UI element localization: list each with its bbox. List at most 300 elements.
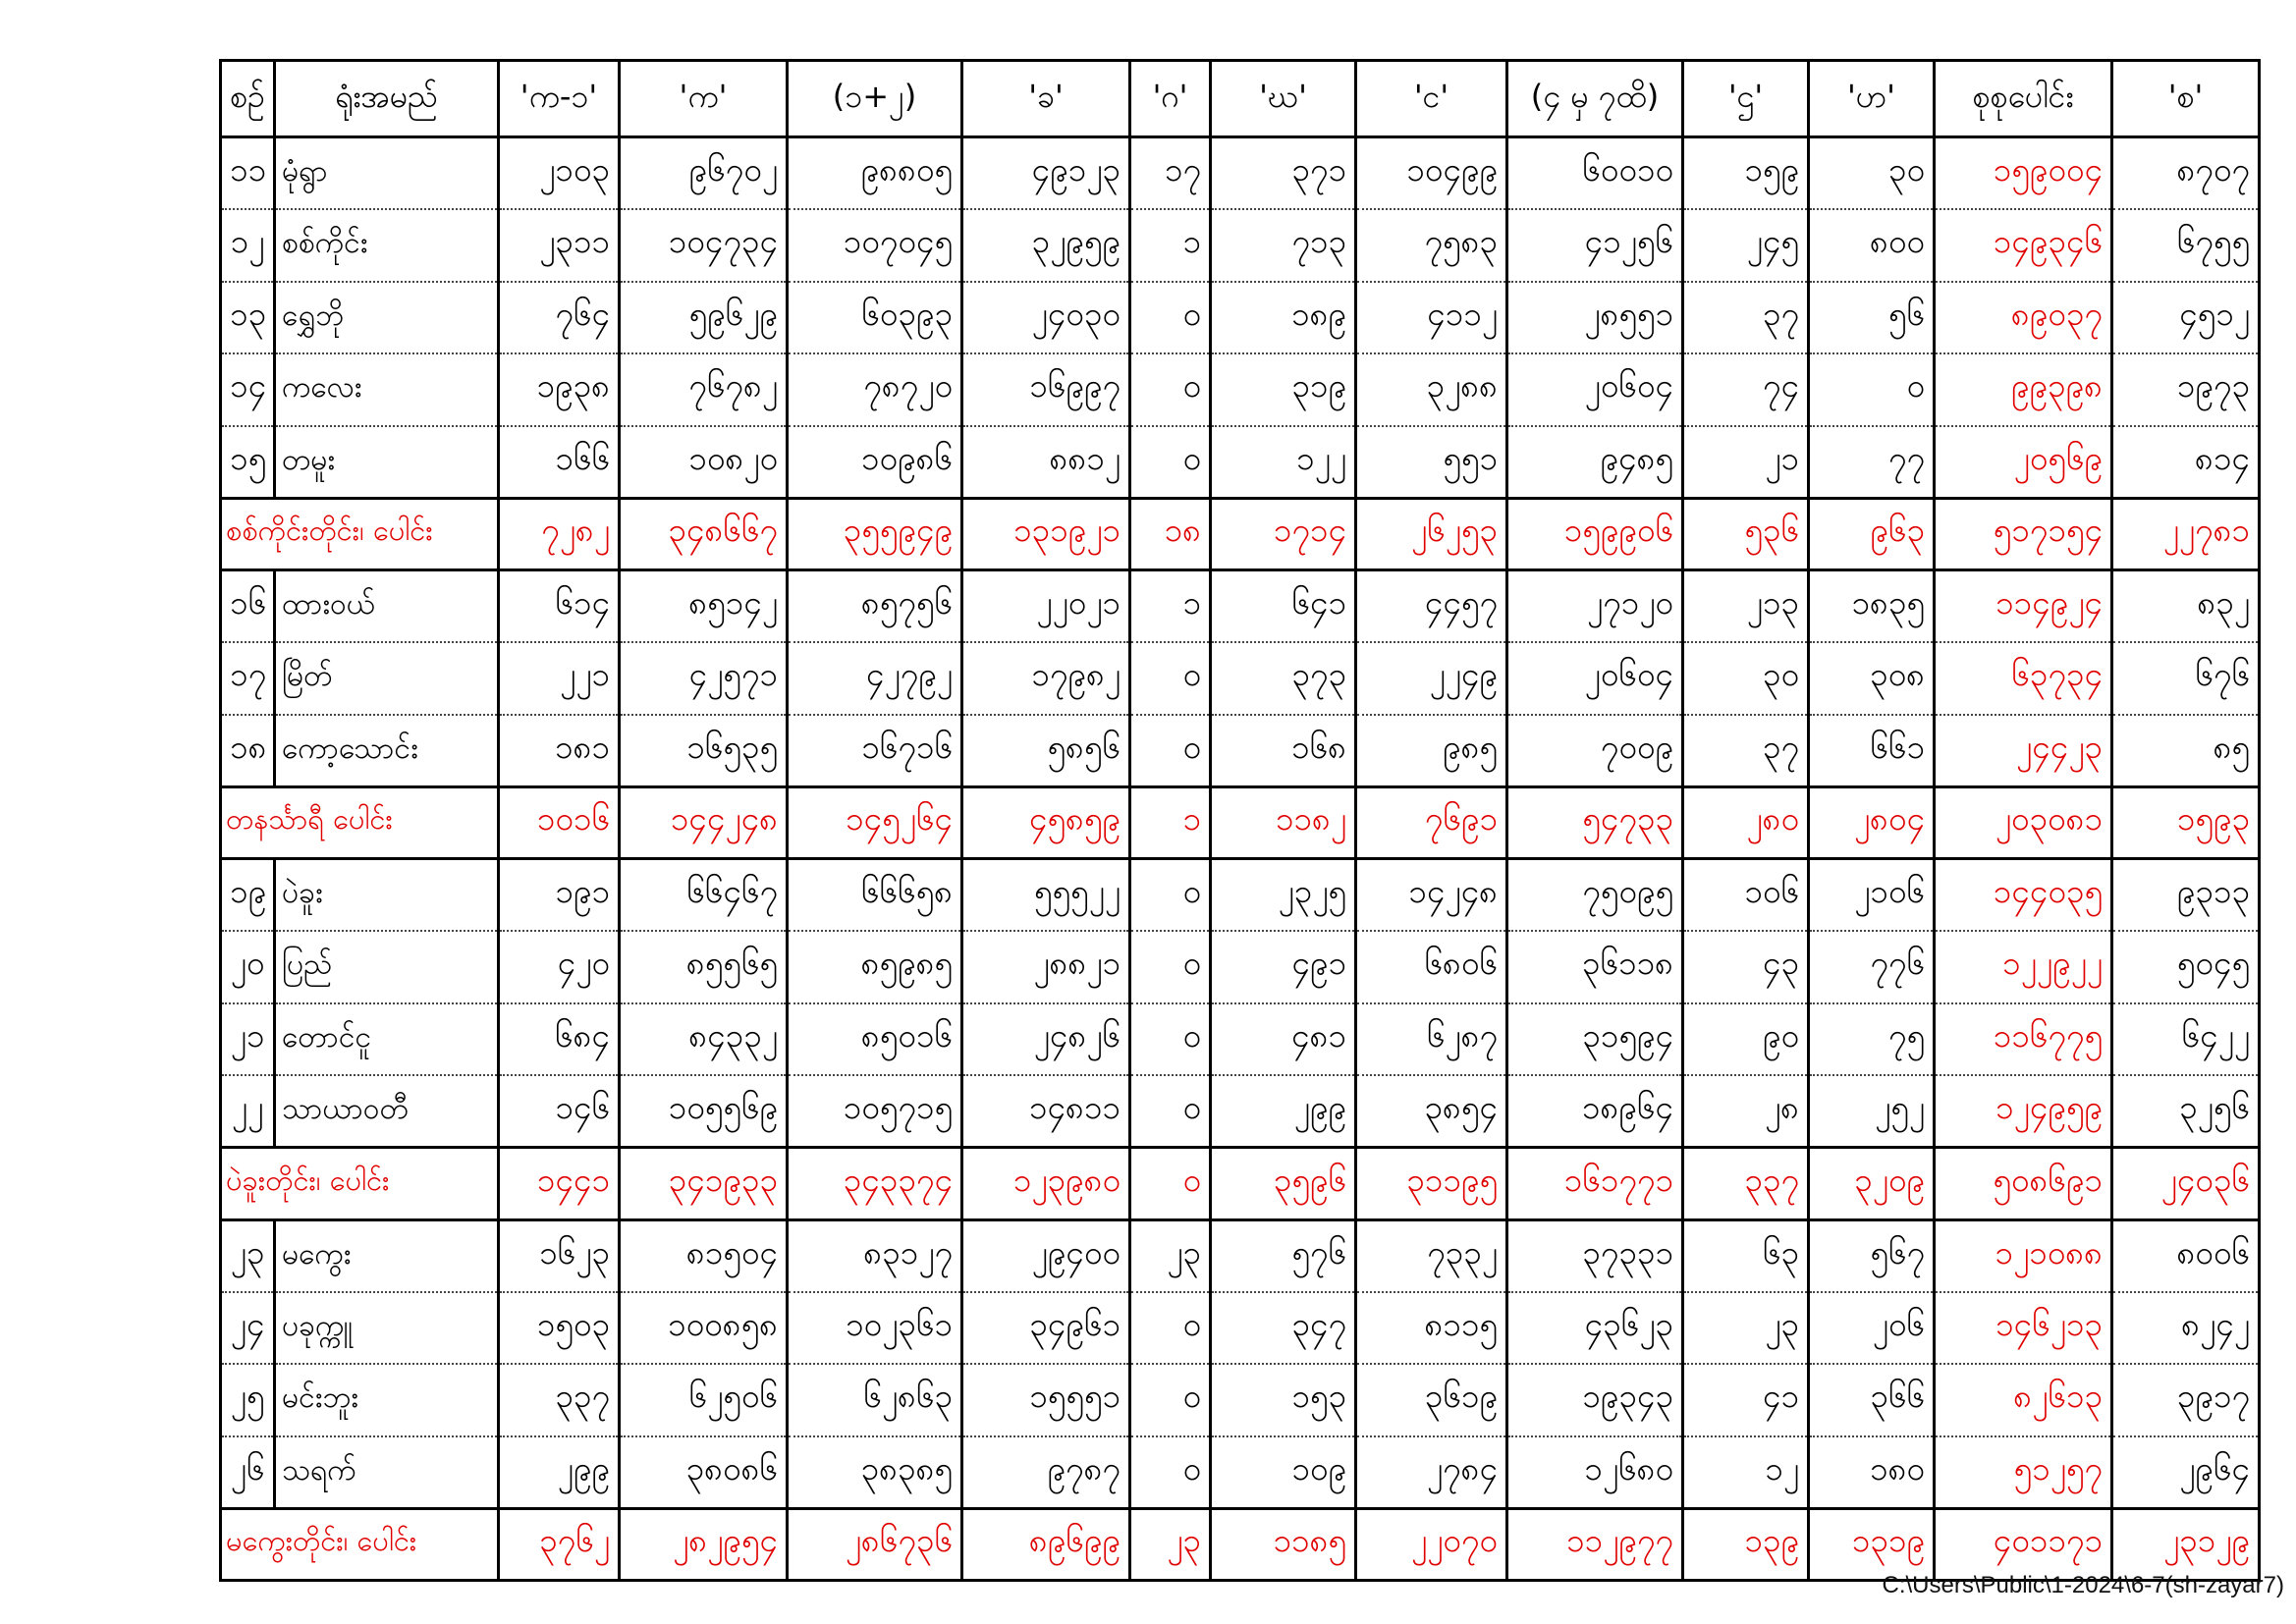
value-cell: ၈၁၅၀၄ bbox=[620, 1219, 788, 1292]
office-name-cell: ကော့သောင်း bbox=[275, 715, 499, 787]
value-cell: ၆၁၄ bbox=[499, 570, 620, 643]
column-header: 'စ' bbox=[2112, 61, 2260, 137]
value-cell: ၆၃ bbox=[1683, 1219, 1809, 1292]
value-cell: ၃၀ bbox=[1683, 642, 1809, 715]
value-cell: ၃၄၃၃၇၄ bbox=[788, 1148, 962, 1220]
value-cell: ၁၀၀၈၅၈ bbox=[620, 1292, 788, 1365]
value-cell: ၁၆၉၉၇ bbox=[962, 353, 1130, 426]
value-cell: ၅၇၆ bbox=[1211, 1219, 1356, 1292]
value-cell: ၆၂၈၇ bbox=[1356, 1003, 1507, 1076]
serial-number-cell: ၂၂ bbox=[221, 1075, 275, 1148]
value-cell: ၁၇ bbox=[1130, 137, 1211, 210]
value-cell: ၃၅၅၉၄၉ bbox=[788, 498, 962, 570]
value-cell: ၁၄၂၄၈ bbox=[1356, 859, 1507, 932]
value-cell: ၈၉၆၉၉ bbox=[962, 1508, 1130, 1581]
total-value-cell: ၈၉၀၃၇ bbox=[1935, 282, 2112, 354]
office-name-cell: စစ်ကိုင်း bbox=[275, 209, 499, 282]
value-cell: ၃၃၇ bbox=[1683, 1148, 1809, 1220]
value-cell: ၂၁၀၃ bbox=[499, 137, 620, 210]
column-header: 'ဂ' bbox=[1130, 61, 1211, 137]
value-cell: ၄၅၁၂ bbox=[2112, 282, 2260, 354]
value-cell: ၀ bbox=[1130, 353, 1211, 426]
value-cell: ၃၆၆ bbox=[1809, 1364, 1935, 1436]
value-cell: ၃၆၁၉ bbox=[1356, 1364, 1507, 1436]
value-cell: ၂၉၄၀၀ bbox=[962, 1219, 1130, 1292]
value-cell: ၈၅ bbox=[2112, 715, 2260, 787]
column-header: 'ဃ' bbox=[1211, 61, 1356, 137]
value-cell: ၁၂ bbox=[1683, 1436, 1809, 1509]
total-value-cell: ၆၃၇၃၄ bbox=[1935, 642, 2112, 715]
total-value-cell: ၄၀၁၁၇၁ bbox=[1935, 1508, 2112, 1581]
value-cell: ၁၀၄၉၉ bbox=[1356, 137, 1507, 210]
total-value-cell: ၁၄၆၂၁၃ bbox=[1935, 1292, 2112, 1365]
value-cell: ၁၅၉ bbox=[1683, 137, 1809, 210]
value-cell: ၃၃၇ bbox=[499, 1364, 620, 1436]
column-header: စဉ် bbox=[221, 61, 275, 137]
value-cell: ၄၁၁၂ bbox=[1356, 282, 1507, 354]
value-cell: ၄၂၀ bbox=[499, 931, 620, 1003]
value-cell: ၇၆၉၁ bbox=[1356, 786, 1507, 859]
serial-number-cell: ၁၂ bbox=[221, 209, 275, 282]
table-body bbox=[221, 137, 2260, 1581]
value-cell: ၆၄၁ bbox=[1211, 570, 1356, 643]
total-value-cell: ၁၂၄၉၅၉ bbox=[1935, 1075, 2112, 1148]
serial-number-cell: ၁၆ bbox=[221, 570, 275, 643]
column-header: (၄ မှ ၇ထိ) bbox=[1507, 61, 1683, 137]
value-cell: ၂၃ bbox=[1130, 1508, 1211, 1581]
value-cell: ၄၄၅၇ bbox=[1356, 570, 1507, 643]
serial-number-cell: ၂၁ bbox=[221, 1003, 275, 1076]
value-cell: ၂၉၉ bbox=[499, 1436, 620, 1509]
value-cell: ၂၇၈၄ bbox=[1356, 1436, 1507, 1509]
value-cell: ၅၆၇ bbox=[1809, 1219, 1935, 1292]
value-cell: ၇၅၈၃ bbox=[1356, 209, 1507, 282]
value-cell: ၂၀၆ bbox=[1809, 1292, 1935, 1365]
column-header: 'က' bbox=[620, 61, 788, 137]
table-row bbox=[221, 1003, 2260, 1076]
office-name-cell: ပခုက္ကူ bbox=[275, 1292, 499, 1365]
value-cell: ၃၄၁၉၃၃ bbox=[620, 1148, 788, 1220]
value-cell: ၄၁ bbox=[1683, 1364, 1809, 1436]
value-cell: ၁၀၂၃၆၁ bbox=[788, 1292, 962, 1365]
value-cell: ၈၀၀၆ bbox=[2112, 1219, 2260, 1292]
value-cell: ၀ bbox=[1130, 715, 1211, 787]
serial-number-cell: ၂၅ bbox=[221, 1364, 275, 1436]
statistics-table bbox=[219, 59, 2261, 1582]
value-cell: ၃၉၁၇ bbox=[2112, 1364, 2260, 1436]
value-cell: ၇၇ bbox=[1809, 426, 1935, 499]
table-row bbox=[221, 859, 2260, 932]
office-name-cell: ထားဝယ် bbox=[275, 570, 499, 643]
value-cell: ၈၂၄၂ bbox=[2112, 1292, 2260, 1365]
value-cell: ၈၁၄ bbox=[2112, 426, 2260, 499]
table-row bbox=[221, 209, 2260, 282]
value-cell: ၆၇၆ bbox=[2112, 642, 2260, 715]
total-value-cell: ၁၄၄၀၃၅ bbox=[1935, 859, 2112, 932]
subtotal-row bbox=[221, 1508, 2260, 1581]
value-cell: ၂၁၀၆ bbox=[1809, 859, 1935, 932]
value-cell: ၅၉၆၂၉ bbox=[620, 282, 788, 354]
value-cell: ၁၉၃၈ bbox=[499, 353, 620, 426]
value-cell: ၃၁၁၉၅ bbox=[1356, 1148, 1507, 1220]
total-value-cell: ၅၁၇၁၅၄ bbox=[1935, 498, 2112, 570]
value-cell: ၁၅၉၃ bbox=[2112, 786, 2260, 859]
file-path-footer: C:\Users\Public\1-2024\6-7(sh-zayar7) bbox=[1882, 1572, 2284, 1598]
subtotal-row bbox=[221, 498, 2260, 570]
value-cell: ၄၃၆၂၃ bbox=[1507, 1292, 1683, 1365]
total-value-cell: ၂၀၅၆၉ bbox=[1935, 426, 2112, 499]
value-cell: ၄၂၇၉၂ bbox=[788, 642, 962, 715]
office-name-cell: ရွှေဘို bbox=[275, 282, 499, 354]
value-cell: ၂၄၈၂၆ bbox=[962, 1003, 1130, 1076]
subtotal-label: ပဲခူးတိုင်း၊ ပေါင်း bbox=[221, 1148, 499, 1220]
value-cell: ၃၈၀၈၆ bbox=[620, 1436, 788, 1509]
value-cell: ၂၄၀၃၆ bbox=[2112, 1148, 2260, 1220]
office-name-cell: မုံရွာ bbox=[275, 137, 499, 210]
value-cell: ၂၃၂၅ bbox=[1211, 859, 1356, 932]
value-cell: ၂၈၂၉၅၄ bbox=[620, 1508, 788, 1581]
subtotal-label: စစ်ကိုင်းတိုင်း၊ ပေါင်း bbox=[221, 498, 499, 570]
total-value-cell: ၉၉၃၉၈ bbox=[1935, 353, 2112, 426]
column-header: 'ဌ' bbox=[1683, 61, 1809, 137]
value-cell: ၁၆၈ bbox=[1211, 715, 1356, 787]
value-cell: ၆၂၈၆၃ bbox=[788, 1364, 962, 1436]
office-name-cell: သရက် bbox=[275, 1436, 499, 1509]
value-cell: ၁၄၅၂၆၄ bbox=[788, 786, 962, 859]
value-cell: ၈၅၇၅၆ bbox=[788, 570, 962, 643]
value-cell: ၂၂၀၂၁ bbox=[962, 570, 1130, 643]
value-cell: ၁၅၅၅၁ bbox=[962, 1364, 1130, 1436]
value-cell: ၁၉၇၃ bbox=[2112, 353, 2260, 426]
value-cell: ၀ bbox=[1130, 282, 1211, 354]
value-cell: ၉၆၇၀၂ bbox=[620, 137, 788, 210]
value-cell: ၃၇ bbox=[1683, 282, 1809, 354]
column-header: 'က-၁' bbox=[499, 61, 620, 137]
statistics-table-sheet bbox=[219, 59, 2258, 1579]
value-cell: ၁၈၃၅ bbox=[1809, 570, 1935, 643]
value-cell: ၁၁၈၅ bbox=[1211, 1508, 1356, 1581]
value-cell: ၅၈၅၆ bbox=[962, 715, 1130, 787]
value-cell: ၁ bbox=[1130, 570, 1211, 643]
office-name-cell: မကွေး bbox=[275, 1219, 499, 1292]
value-cell: ၂၄၅ bbox=[1683, 209, 1809, 282]
value-cell: ၄၈၁ bbox=[1211, 1003, 1356, 1076]
table-row bbox=[221, 1219, 2260, 1292]
office-name-cell: ပဲခူး bbox=[275, 859, 499, 932]
office-name-cell: ပြည် bbox=[275, 931, 499, 1003]
table-row bbox=[221, 715, 2260, 787]
value-cell: ၂၈၅၅၁ bbox=[1507, 282, 1683, 354]
value-cell: ၂၃ bbox=[1683, 1292, 1809, 1365]
value-cell: ၁၆၅၃၅ bbox=[620, 715, 788, 787]
value-cell: ၈၀၀ bbox=[1809, 209, 1935, 282]
value-cell: ၁၀၆ bbox=[1683, 859, 1809, 932]
value-cell: ၁၆၆ bbox=[499, 426, 620, 499]
value-cell: ၂၁ bbox=[1683, 426, 1809, 499]
total-value-cell: ၂၄၄၂၃ bbox=[1935, 715, 2112, 787]
value-cell: ၃၈၃၈၅ bbox=[788, 1436, 962, 1509]
value-cell: ၁၀၅၅၆၉ bbox=[620, 1075, 788, 1148]
office-name-cell: ကလေး bbox=[275, 353, 499, 426]
table-row bbox=[221, 1075, 2260, 1148]
value-cell: ၈၅၀၁၆ bbox=[788, 1003, 962, 1076]
table-row bbox=[221, 1436, 2260, 1509]
total-value-cell: ၈၂၆၁၃ bbox=[1935, 1364, 2112, 1436]
office-name-cell: တောင်ငူ bbox=[275, 1003, 499, 1076]
value-cell: ၃၂၉၅၉ bbox=[962, 209, 1130, 282]
value-cell: ၂၀၆၀၄ bbox=[1507, 642, 1683, 715]
office-name-cell: မြိတ် bbox=[275, 642, 499, 715]
value-cell: ၂၀၆၀၄ bbox=[1507, 353, 1683, 426]
value-cell: ၂၈၈၂၁ bbox=[962, 931, 1130, 1003]
value-cell: ၉၄၈၅ bbox=[1507, 426, 1683, 499]
value-cell: ၃၂၈၈ bbox=[1356, 353, 1507, 426]
value-cell: ၂၉၉ bbox=[1211, 1075, 1356, 1148]
value-cell: ၁၆၇၁၆ bbox=[788, 715, 962, 787]
value-cell: ၇၁၃ bbox=[1211, 209, 1356, 282]
value-cell: ၁၀၁၆ bbox=[499, 786, 620, 859]
value-cell: ၁၄၈၁၁ bbox=[962, 1075, 1130, 1148]
value-cell: ၁၈၁ bbox=[499, 715, 620, 787]
value-cell: ၁၀၈၂၀ bbox=[620, 426, 788, 499]
column-header: ရုံးအမည် bbox=[275, 61, 499, 137]
value-cell: ၆၇၅၅ bbox=[2112, 209, 2260, 282]
value-cell: ၈၅၉၈၅ bbox=[788, 931, 962, 1003]
serial-number-cell: ၂၃ bbox=[221, 1219, 275, 1292]
value-cell: ၁၀၉ bbox=[1211, 1436, 1356, 1509]
value-cell: ၆၆၆၅၈ bbox=[788, 859, 962, 932]
value-cell: ၀ bbox=[1130, 1148, 1211, 1220]
office-name-cell: တမူး bbox=[275, 426, 499, 499]
value-cell: ၆၆၁ bbox=[1809, 715, 1935, 787]
value-cell: ၆၀၀၁၀ bbox=[1507, 137, 1683, 210]
value-cell: ၄၉၁၂၃ bbox=[962, 137, 1130, 210]
value-cell: ၃၂၀၉ bbox=[1809, 1148, 1935, 1220]
value-cell: ၃၇၆၂ bbox=[499, 1508, 620, 1581]
serial-number-cell: ၁၁ bbox=[221, 137, 275, 210]
serial-number-cell: ၁၉ bbox=[221, 859, 275, 932]
value-cell: ၂၇၁၂၀ bbox=[1507, 570, 1683, 643]
value-cell: ၆၂၅၀၆ bbox=[620, 1364, 788, 1436]
value-cell: ၅၄၇၃၃ bbox=[1507, 786, 1683, 859]
value-cell: ၃၅၉၆ bbox=[1211, 1148, 1356, 1220]
value-cell: ၄၁၂၅၆ bbox=[1507, 209, 1683, 282]
value-cell: ၂၂၁ bbox=[499, 642, 620, 715]
value-cell: ၁၂၂ bbox=[1211, 426, 1356, 499]
value-cell: ၁၈၉ bbox=[1211, 282, 1356, 354]
value-cell: ၀ bbox=[1130, 1003, 1211, 1076]
value-cell: ၂၅၂ bbox=[1809, 1075, 1935, 1148]
value-cell: ၁၀၉၈၆ bbox=[788, 426, 962, 499]
value-cell: ၇၈၇၂၀ bbox=[788, 353, 962, 426]
value-cell: ၃၄၉၆၁ bbox=[962, 1292, 1130, 1365]
value-cell: ၁၆၁၇၇၁ bbox=[1507, 1148, 1683, 1220]
value-cell: ၃၄၈၆၆၇ bbox=[620, 498, 788, 570]
value-cell: ၃၇၃၃၁ bbox=[1507, 1219, 1683, 1292]
value-cell: ၁၅၃ bbox=[1211, 1364, 1356, 1436]
value-cell: ၂၈၆၇၃၆ bbox=[788, 1508, 962, 1581]
value-cell: ၇၆၇၈၂ bbox=[620, 353, 788, 426]
value-cell: ၁၁၈၂ bbox=[1211, 786, 1356, 859]
value-cell: ၅၅၁ bbox=[1356, 426, 1507, 499]
value-cell: ၂၃ bbox=[1130, 1219, 1211, 1292]
serial-number-cell: ၂၀ bbox=[221, 931, 275, 1003]
value-cell: ၈၁၁၅ bbox=[1356, 1292, 1507, 1365]
value-cell: ၁၈၀ bbox=[1809, 1436, 1935, 1509]
subtotal-row bbox=[221, 786, 2260, 859]
value-cell: ၄၂၅၇၁ bbox=[620, 642, 788, 715]
value-cell: ၃၁၉ bbox=[1211, 353, 1356, 426]
total-value-cell: ၁၅၉၀၀၄ bbox=[1935, 137, 2112, 210]
serial-number-cell: ၁၈ bbox=[221, 715, 275, 787]
value-cell: ၂၁၃ bbox=[1683, 570, 1809, 643]
value-cell: ၃၁၅၉၄ bbox=[1507, 1003, 1683, 1076]
total-value-cell: ၁၂၁၀၈၈ bbox=[1935, 1219, 2112, 1292]
serial-number-cell: ၁၄ bbox=[221, 353, 275, 426]
value-cell: ၇၃၃၂ bbox=[1356, 1219, 1507, 1292]
value-cell: ၁၃၁၉၂၁ bbox=[962, 498, 1130, 570]
table-row bbox=[221, 570, 2260, 643]
office-name-cell: မင်းဘူး bbox=[275, 1364, 499, 1436]
value-cell: ၃၈၅၄ bbox=[1356, 1075, 1507, 1148]
table-row bbox=[221, 137, 2260, 210]
value-cell: ၁၉၃၄၃ bbox=[1507, 1364, 1683, 1436]
table-row bbox=[221, 1292, 2260, 1365]
value-cell: ၁၀၄၇၃၄ bbox=[620, 209, 788, 282]
value-cell: ၁၈၉၆၄ bbox=[1507, 1075, 1683, 1148]
value-cell: ၇၇၆ bbox=[1809, 931, 1935, 1003]
serial-number-cell: ၁၃ bbox=[221, 282, 275, 354]
serial-number-cell: ၁၇ bbox=[221, 642, 275, 715]
value-cell: ၄၃ bbox=[1683, 931, 1809, 1003]
value-cell: ၁ bbox=[1130, 786, 1211, 859]
value-cell: ၀ bbox=[1809, 353, 1935, 426]
value-cell: ၇၅၀၉၅ bbox=[1507, 859, 1683, 932]
value-cell: ၉၈၅ bbox=[1356, 715, 1507, 787]
value-cell: ၃၇ bbox=[1683, 715, 1809, 787]
value-cell: ၈၃၂ bbox=[2112, 570, 2260, 643]
value-cell: ၂၃၁၁ bbox=[499, 209, 620, 282]
value-cell: ၅၃၆ bbox=[1683, 498, 1809, 570]
value-cell: ၉၃၁၃ bbox=[2112, 859, 2260, 932]
value-cell: ၉၇၈၇ bbox=[962, 1436, 1130, 1509]
subtotal-label: တနင်္သာရီ ပေါင်း bbox=[221, 786, 499, 859]
value-cell: ၃၆၁၁၈ bbox=[1507, 931, 1683, 1003]
total-value-cell: ၅၁၂၅၇ bbox=[1935, 1436, 2112, 1509]
value-cell: ၂၈၀၄ bbox=[1809, 786, 1935, 859]
value-cell: ၈၄၃၃၂ bbox=[620, 1003, 788, 1076]
value-cell: ၀ bbox=[1130, 426, 1211, 499]
table-row bbox=[221, 931, 2260, 1003]
value-cell: ၉၆၃ bbox=[1809, 498, 1935, 570]
value-cell: ၉၀ bbox=[1683, 1003, 1809, 1076]
value-cell: ၈၅၅၆၅ bbox=[620, 931, 788, 1003]
value-cell: ၃၂၅၆ bbox=[2112, 1075, 2260, 1148]
value-cell: ၂၂၇၈၁ bbox=[2112, 498, 2260, 570]
value-cell: ၈၇၀၇ bbox=[2112, 137, 2260, 210]
total-value-cell: ၅၀၈၆၉၁ bbox=[1935, 1148, 2112, 1220]
value-cell: ၁၁၂၉၇၇ bbox=[1507, 1508, 1683, 1581]
value-cell: ၃၄၇ bbox=[1211, 1292, 1356, 1365]
value-cell: ၁၂၃၉၈၀ bbox=[962, 1148, 1130, 1220]
value-cell: ၀ bbox=[1130, 1364, 1211, 1436]
value-cell: ၀ bbox=[1130, 859, 1211, 932]
serial-number-cell: ၂၆ bbox=[221, 1436, 275, 1509]
office-name-cell: သာယာဝတီ bbox=[275, 1075, 499, 1148]
value-cell: ၇၂၈၂ bbox=[499, 498, 620, 570]
table-row bbox=[221, 353, 2260, 426]
value-cell: ၁၇၁၄ bbox=[1211, 498, 1356, 570]
value-cell: ၁၅၉၉၀၆ bbox=[1507, 498, 1683, 570]
value-cell: ၂၃၁၂၉ bbox=[2112, 1508, 2260, 1581]
value-cell: ၅၅၅၂၂ bbox=[962, 859, 1130, 932]
value-cell: ၉၈၈၀၅ bbox=[788, 137, 962, 210]
value-cell: ၀ bbox=[1130, 642, 1211, 715]
value-cell: ၃၀၈ bbox=[1809, 642, 1935, 715]
value-cell: ၄၅၈၅၉ bbox=[962, 786, 1130, 859]
value-cell: ၂၄၀၃၀ bbox=[962, 282, 1130, 354]
value-cell: ၁၄၆ bbox=[499, 1075, 620, 1148]
value-cell: ၈၈၁၂ bbox=[962, 426, 1130, 499]
value-cell: ၁၃၉ bbox=[1683, 1508, 1809, 1581]
value-cell: ၃၀ bbox=[1809, 137, 1935, 210]
value-cell: ၇၀၀၉ bbox=[1507, 715, 1683, 787]
value-cell: ၈၅၁၄၂ bbox=[620, 570, 788, 643]
value-cell: ၇၄ bbox=[1683, 353, 1809, 426]
value-cell: ၀ bbox=[1130, 931, 1211, 1003]
subtotal-label: မကွေးတိုင်း၊ ပေါင်း bbox=[221, 1508, 499, 1581]
value-cell: ၆၈၀၆ bbox=[1356, 931, 1507, 1003]
value-cell: ၁၈ bbox=[1130, 498, 1211, 570]
column-header: 'င' bbox=[1356, 61, 1507, 137]
column-header: 'ခ' bbox=[962, 61, 1130, 137]
value-cell: ၁၄၄၁ bbox=[499, 1148, 620, 1220]
value-cell: ၆၄၂၂ bbox=[2112, 1003, 2260, 1076]
value-cell: ၈၃၁၂၇ bbox=[788, 1219, 962, 1292]
value-cell: ၇၅ bbox=[1809, 1003, 1935, 1076]
table-row bbox=[221, 642, 2260, 715]
value-cell: ၂၂၀၇၀ bbox=[1356, 1508, 1507, 1581]
value-cell: ၂၆၂၅၃ bbox=[1356, 498, 1507, 570]
value-cell: ၄၉၁ bbox=[1211, 931, 1356, 1003]
total-value-cell: ၂၀၃၀၈၁ bbox=[1935, 786, 2112, 859]
table-row bbox=[221, 1364, 2260, 1436]
value-cell: ၅၆ bbox=[1809, 282, 1935, 354]
value-cell: ၃၇၁ bbox=[1211, 137, 1356, 210]
value-cell: ၀ bbox=[1130, 1436, 1211, 1509]
value-cell: ၆၀၃၉၃ bbox=[788, 282, 962, 354]
value-cell: ၁၇၉၈၂ bbox=[962, 642, 1130, 715]
value-cell: ၁ bbox=[1130, 209, 1211, 282]
column-header: (၁+၂) bbox=[788, 61, 962, 137]
table-header-row bbox=[221, 61, 2260, 137]
value-cell: ၁၂၆၈၀ bbox=[1507, 1436, 1683, 1509]
value-cell: ၂၈ bbox=[1683, 1075, 1809, 1148]
total-value-cell: ၁၁၆၇၇၅ bbox=[1935, 1003, 2112, 1076]
value-cell: ၁၀၇၀၄၅ bbox=[788, 209, 962, 282]
column-header: စုစုပေါင်း bbox=[1935, 61, 2112, 137]
total-value-cell: ၁၄၉၃၄၆ bbox=[1935, 209, 2112, 282]
subtotal-row bbox=[221, 1148, 2260, 1220]
total-value-cell: ၁၁၄၉၂၄ bbox=[1935, 570, 2112, 643]
value-cell: ၁၅၀၃ bbox=[499, 1292, 620, 1365]
value-cell: ၇၆၄ bbox=[499, 282, 620, 354]
value-cell: ၂၂၄၉ bbox=[1356, 642, 1507, 715]
table-row bbox=[221, 426, 2260, 499]
value-cell: ၆၈၄ bbox=[499, 1003, 620, 1076]
value-cell: ၃၇၃ bbox=[1211, 642, 1356, 715]
value-cell: ၅၀၄၅ bbox=[2112, 931, 2260, 1003]
